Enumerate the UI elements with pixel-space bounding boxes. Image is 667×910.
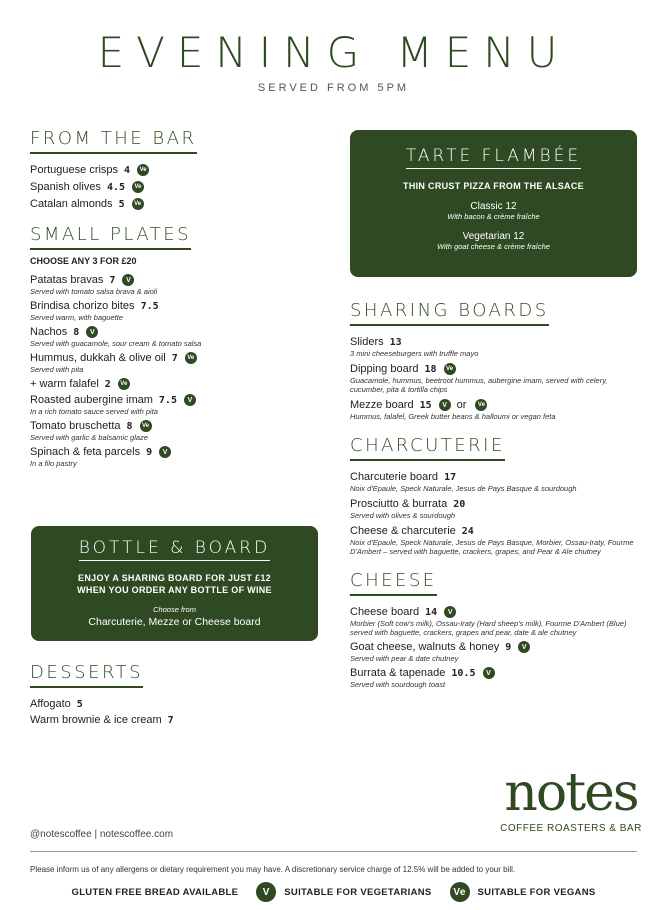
menu-item-price: 24 xyxy=(461,525,474,537)
menu-item-line xyxy=(30,164,325,176)
menu-item-line xyxy=(30,446,325,458)
menu-item-line xyxy=(30,274,325,286)
menu-item-line xyxy=(30,326,325,338)
logo-wordmark: notes xyxy=(504,763,638,823)
bottle-board-heading: BOTTLE & BOARD xyxy=(79,538,270,561)
menu-item-line xyxy=(30,181,325,193)
cheese-list xyxy=(350,606,640,689)
menu-item xyxy=(30,420,325,442)
menu-item-line xyxy=(30,300,325,312)
menu-item xyxy=(30,698,325,710)
vegetarian-icon: V xyxy=(122,274,134,286)
menu-item-name: Burrata & tapenade xyxy=(350,667,446,679)
menu-item-price: 5 xyxy=(118,198,125,210)
menu-item-price: 17 xyxy=(444,471,457,483)
menu-item xyxy=(350,667,640,689)
menu-item-description: 3 mini cheeseburgers with truffle mayo xyxy=(350,349,479,358)
menu-item-name: Tomato bruschetta xyxy=(30,420,121,432)
menu-item xyxy=(30,164,325,176)
menu-item-line xyxy=(350,667,640,679)
menu-item-description: Served with guacamole, sour cream & tomato salsa xyxy=(30,339,202,348)
menu-item-line xyxy=(30,420,325,432)
or-text: or xyxy=(456,399,467,411)
menu-item-line xyxy=(350,399,640,411)
menu-item-name: Nachos xyxy=(30,326,68,338)
menu-item-price: 10.5 xyxy=(451,667,476,679)
vegan-icon: Ve xyxy=(185,352,197,364)
menu-item xyxy=(30,394,325,416)
menu-item xyxy=(350,336,640,358)
menu-item xyxy=(350,606,640,637)
menu-item-price: 7.5 xyxy=(140,300,159,312)
menu-item-price: 7 xyxy=(167,714,174,726)
from-the-bar-list xyxy=(30,164,325,210)
menu-item-description: Served with sourdough toast xyxy=(350,680,446,689)
bottle-board-panel xyxy=(31,526,318,641)
menu-item-name: Warm brownie & ice cream xyxy=(30,714,162,726)
menu-item-name: Brindisa chorizo bites xyxy=(30,300,135,312)
menu-item xyxy=(30,714,325,726)
menu-item-price: 18 xyxy=(424,363,437,375)
tarte-item xyxy=(350,201,637,221)
menu-item xyxy=(30,378,325,390)
vegan-icon: Ve xyxy=(132,198,144,210)
tarte-flambee-panel xyxy=(350,130,637,277)
bottle-board-line2: WHEN YOU ORDER ANY BOTTLE OF WINE xyxy=(77,585,272,595)
menu-item-description: Morbier (Soft cow's milk), Ossau-Iraty (Hard sheep's milk), Fourme D'Ambert (Blue) served with baguette, crackers, grapes and pear, date & ale chutney xyxy=(350,619,627,637)
menu-item-line xyxy=(350,363,640,375)
menu-item-description: Served with tomato salsa brava & aioli xyxy=(30,287,158,296)
gluten-free-note: GLUTEN FREE BREAD AVAILABLE xyxy=(71,886,239,898)
menu-item-name: Charcuterie board xyxy=(350,471,439,483)
menu-item-name: Sliders xyxy=(350,336,384,348)
menu-item-price: 8 xyxy=(73,326,80,338)
sharing-boards-list xyxy=(350,336,640,421)
menu-item-line xyxy=(30,352,325,364)
vegetarian-icon: V xyxy=(159,446,171,458)
section-heading-sharing-boards: SHARING BOARDS xyxy=(350,300,549,326)
logo-tagline: COFFEE ROASTERS & BAR xyxy=(500,823,642,834)
menu-item xyxy=(30,274,325,296)
menu-item-price: 4.5 xyxy=(106,181,125,193)
tarte-item xyxy=(350,231,637,251)
desserts-list xyxy=(30,698,325,726)
menu-item-description: Noix d'Epaule, Speck Naturale, Jesus de Pays Basque & sourdough xyxy=(350,484,577,493)
tarte-heading: TARTE FLAMBÉE xyxy=(406,146,581,169)
tarte-item-description: With goat cheese & crème fraîche xyxy=(437,242,550,251)
tarte-item-price: 12 xyxy=(505,201,517,212)
footer-divider xyxy=(30,851,637,852)
menu-item-description: Served with garlic & balsamic glaze xyxy=(30,433,148,442)
tarte-item-description: With bacon & crème fraîche xyxy=(447,212,540,221)
menu-item xyxy=(30,326,325,348)
menu-item-price: 13 xyxy=(389,336,402,348)
menu-item-name: Roasted aubergine imam xyxy=(30,394,153,406)
vegetarian-icon: V xyxy=(518,641,530,653)
menu-item-line xyxy=(350,641,640,653)
menu-item-name: + warm falafel xyxy=(30,378,99,390)
section-heading-charcuterie: CHARCUTERIE xyxy=(350,435,505,461)
menu-item xyxy=(30,446,325,468)
menu-item-name: Portuguese crisps xyxy=(30,164,119,176)
section-heading-small-plates: SMALL PLATES xyxy=(30,224,191,250)
vegan-icon: Ve xyxy=(140,420,152,432)
menu-item-name: Prosciutto & burrata xyxy=(350,498,448,510)
desserts-section xyxy=(30,662,325,730)
menu-item-price: 7 xyxy=(171,352,178,364)
left-column xyxy=(30,128,325,472)
menu-item-description: Served with olives & sourdough xyxy=(350,511,456,520)
menu-item-name: Mezze board xyxy=(350,399,414,411)
menu-item-name: Hummus, dukkah & olive oil xyxy=(30,352,166,364)
menu-item-name: Goat cheese, walnuts & honey xyxy=(350,641,500,653)
menu-item-price: 9 xyxy=(505,641,512,653)
menu-item-line xyxy=(30,378,325,390)
menu-item-line xyxy=(30,394,325,406)
section-heading-cheese: CHEESE xyxy=(350,570,437,596)
menu-item-price: 8 xyxy=(126,420,133,432)
menu-item-price: 14 xyxy=(425,606,438,618)
vegan-icon: Ve xyxy=(475,399,487,411)
vegan-badge-icon: Ve xyxy=(450,882,470,902)
menu-item-line xyxy=(350,606,640,618)
menu-item-line xyxy=(30,698,325,710)
menu-item-description: In a rich tomato sauce served with pita xyxy=(30,407,158,416)
bottle-board-choose: Choose from xyxy=(153,605,196,614)
menu-item-price: 15 xyxy=(419,399,432,411)
menu-item xyxy=(350,399,640,421)
menu-item-name: Cheese board xyxy=(350,606,420,618)
menu-title: EVENING MENU xyxy=(97,28,570,77)
vegan-icon: Ve xyxy=(118,378,130,390)
menu-item-name: Cheese & charcuterie xyxy=(350,525,456,537)
menu-item xyxy=(350,525,640,556)
tarte-item-name: Vegetarian xyxy=(462,231,511,242)
section-heading-from-the-bar: FROM THE BAR xyxy=(30,128,197,154)
right-column xyxy=(350,300,640,693)
social-handles: @notescoffee | notescoffee.com xyxy=(30,829,174,840)
menu-item-price: 7.5 xyxy=(158,394,177,406)
menu-item-price: 7 xyxy=(109,274,116,286)
vegetarian-badge-icon: V xyxy=(256,882,276,902)
small-plates-list xyxy=(30,274,325,468)
vegetarian-icon: V xyxy=(86,326,98,338)
section-heading-desserts: DESSERTS xyxy=(30,662,143,688)
vegetarian-label: SUITABLE FOR VEGETARIANS xyxy=(284,886,432,898)
charcuterie-list xyxy=(350,471,640,556)
menu-item-description: Served warm, with baguette xyxy=(30,313,123,322)
menu-item-name: Affogato xyxy=(30,698,71,710)
menu-item-price: 5 xyxy=(76,698,83,710)
tarte-item-line xyxy=(350,201,637,212)
vegan-icon: Ve xyxy=(137,164,149,176)
dietary-legend xyxy=(0,882,667,902)
menu-item-description: Noix d'Epaule, Speck Naturale, Jesus de Pays Basque, Morbier, Ossau-Iraty, Fourme D'Ambert – served with baguette, crackers, grapes, and Pear & Ale chutney xyxy=(350,538,634,556)
menu-item xyxy=(30,300,325,322)
menu-item-name: Spanish olives xyxy=(30,181,101,193)
tarte-caption: THIN CRUST PIZZA FROM THE ALSACE xyxy=(403,181,584,191)
tarte-item-price: 12 xyxy=(513,231,525,242)
vegan-icon: Ve xyxy=(132,181,144,193)
menu-item-line xyxy=(30,714,325,726)
menu-item xyxy=(350,363,640,394)
vegan-label: SUITABLE FOR VEGANS xyxy=(477,886,596,898)
vegetarian-icon: V xyxy=(439,399,451,411)
menu-item xyxy=(30,352,325,374)
menu-item xyxy=(350,641,640,663)
tarte-item-name: Classic xyxy=(470,201,503,212)
menu-item-name: Catalan almonds xyxy=(30,198,113,210)
menu-subtitle: SERVED FROM 5PM xyxy=(257,82,410,94)
menu-item xyxy=(30,181,325,193)
vegetarian-icon: V xyxy=(483,667,495,679)
menu-item-line xyxy=(30,198,325,210)
menu-item-description: In a filo pastry xyxy=(30,459,77,468)
menu-item-line xyxy=(350,336,640,348)
menu-item xyxy=(30,198,325,210)
menu-item xyxy=(350,498,640,520)
tarte-item-line xyxy=(350,231,637,242)
menu-item-price: 2 xyxy=(104,378,111,390)
menu-item xyxy=(350,471,640,493)
menu-item-description: Served with pita xyxy=(30,365,84,374)
menu-item-price: 4 xyxy=(124,164,131,176)
tarte-list xyxy=(350,201,637,251)
menu-item-line xyxy=(350,498,640,510)
menu-item-name: Spinach & feta parcels xyxy=(30,446,141,458)
menu-item-description: Hummus, falafel, Greek butter beans & halloumi or vegan feta xyxy=(350,412,556,421)
vegetarian-icon: V xyxy=(184,394,196,406)
vegan-icon: Ve xyxy=(444,363,456,375)
allergen-notice: Please inform us of any allergens or dietary requirement you may have. A discretionary service charge of 12.5% will be added to your bill. xyxy=(30,865,516,874)
menu-item-name: Patatas bravas xyxy=(30,274,104,286)
small-plates-note: CHOOSE ANY 3 FOR £20 xyxy=(30,256,137,266)
menu-item-line xyxy=(350,471,640,483)
menu-item-description: Served with pear & date chutney xyxy=(350,654,459,663)
bottle-board-line1: ENJOY A SHARING BOARD FOR JUST £12 xyxy=(78,573,271,583)
menu-item-price: 20 xyxy=(453,498,466,510)
menu-item-price: 9 xyxy=(146,446,153,458)
menu-item-description: Guacamole, hummus, beetroot hummus, aubergine imam, served with celery, cucumber, pita & tortilla chips xyxy=(350,376,608,394)
menu-item-name: Dipping board xyxy=(350,363,419,375)
menu-item-line xyxy=(350,525,640,537)
vegetarian-icon: V xyxy=(444,606,456,618)
bottle-board-options: Charcuterie, Mezze or Cheese board xyxy=(88,616,261,628)
notes-logo xyxy=(500,763,642,834)
